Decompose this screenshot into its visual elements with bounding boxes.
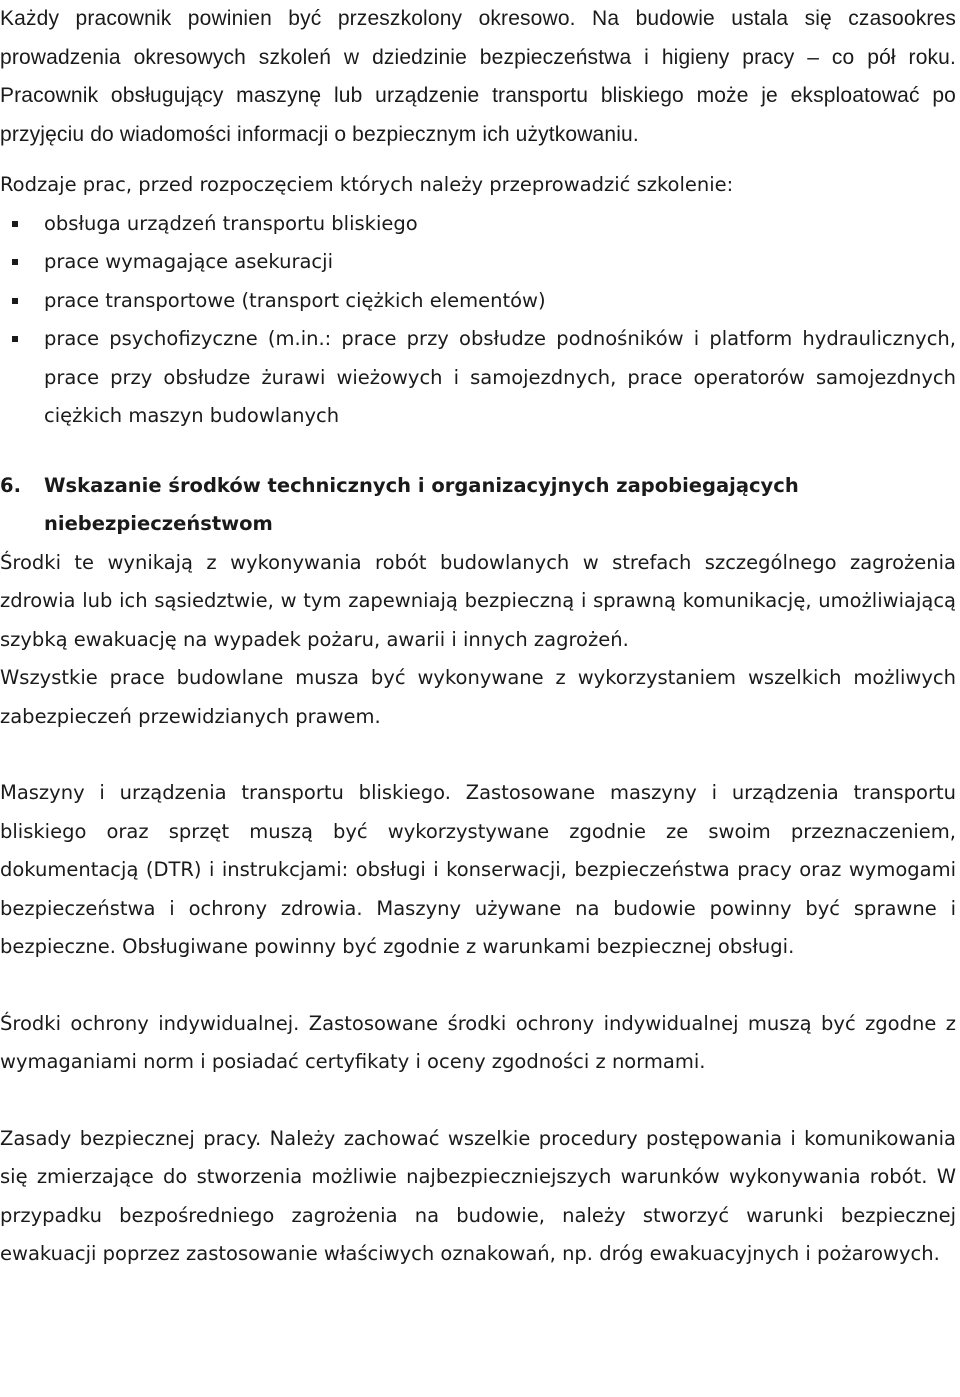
training-heading: Rodzaje prac, przed rozpoczęciem których należy przeprowadzić szkolenie: [0, 173, 734, 196]
spacer [0, 436, 956, 467]
list-item-text: prace transportowe (transport ciężkich elementów) [44, 288, 546, 312]
section-paragraph: Wszystkie prace budowlane musza być wykonywane z wykorzystaniem wszelkich możliwych zabezpieczeń przewidzianych prawem. [0, 666, 956, 728]
list-item [0, 282, 956, 321]
section-number: 6. [0, 473, 21, 497]
square-bullet-icon [12, 336, 18, 342]
list-item [0, 205, 956, 244]
square-bullet-icon [12, 298, 18, 304]
spacer [0, 967, 956, 1005]
square-bullet-icon [12, 259, 18, 265]
spacer [0, 1082, 956, 1120]
section-paragraph: Środki te wynikają z wykonywania robót budowlanych w strefach szczególnego zagrożenia zdrowia lub ich sąsiedztwie, w tym zapewniają bezpieczną i sprawną komunikację, umożliwiającą szybką ewakuację na wypadek pożaru, awarii i innych zagrożeń. [0, 550, 956, 651]
list-item [0, 320, 956, 436]
list-item [0, 243, 956, 282]
list-item-text: obsługa urządzeń transportu bliskiego [44, 211, 418, 235]
spacer [0, 154, 956, 166]
list-item-text: prace wymagające asekuracji [44, 250, 333, 273]
section-heading [0, 467, 956, 544]
list-item-text: prace psychofizyczne (m.in.: prace przy obsłudze podnośników i platform hydraulicznych, prace przy obsłudze żurawi wieżowych i samojezdnych, prace operatorów samojezdnych ciężkich maszyn budowlanych [44, 327, 956, 427]
machines-paragraph: Maszyny i urządzenia transportu bliskiego. Zastosowane maszyny i urządzenia transportu bliskiego oraz sprzęt muszą być wykorzystywane zgodnie ze swoim przeznaczeniem, dokumentacją (DTR) i instrukcjami: obsługi i konserwacji, bezpieczeństwa pracy oraz wymogami bezpieczeństwa i ochrony zdrowia. Maszyny używane na budowie powinny być sprawne i bezpieczne. Obsługiwane powinny być zgodnie z warunkami bezpiecznej obsługi. [0, 781, 956, 958]
training-list [0, 205, 956, 436]
section-title: Wskazanie środków technicznych i organizacyjnych zapobiegających niebezpieczeństwom [44, 473, 799, 535]
square-bullet-icon [12, 221, 18, 227]
intro-paragraph: Każdy pracownik powinien być przeszkolony okresowo. Na budowie ustala się czasookres prowadzenia okresowych szkoleń w dziedzinie bezpieczeństwa i higieny pracy – co pół roku. Pracownik obsługujący maszynę lub urządzenie transportu bliskiego może je eksploatować po przyjęciu do wiadomości informacji o bezpiecznym ich użytkowaniu. [0, 7, 956, 146]
safety-paragraph: Zasady bezpiecznej pracy. Należy zachować wszelkie procedury postępowania i komunikowania się zmierzające do stworzenia możliwie najbezpieczniejszych warunków wykonywania robót. W przypadku bezpośredniego zagrożenia na budowie, należy stworzyć warunki bezpiecznej ewakuacji poprzez zastosowanie właściwych oznakowań, np. dróg ewakuacyjnych i pożarowych. [0, 1126, 956, 1265]
ppe-paragraph: Środki ochrony indywidualnej. Zastosowane środki ochrony indywidualnej muszą być zgodne z wymaganiami norm i posiadać certyfikaty i oceny zgodności z normami. [0, 1011, 956, 1073]
spacer [0, 736, 956, 774]
